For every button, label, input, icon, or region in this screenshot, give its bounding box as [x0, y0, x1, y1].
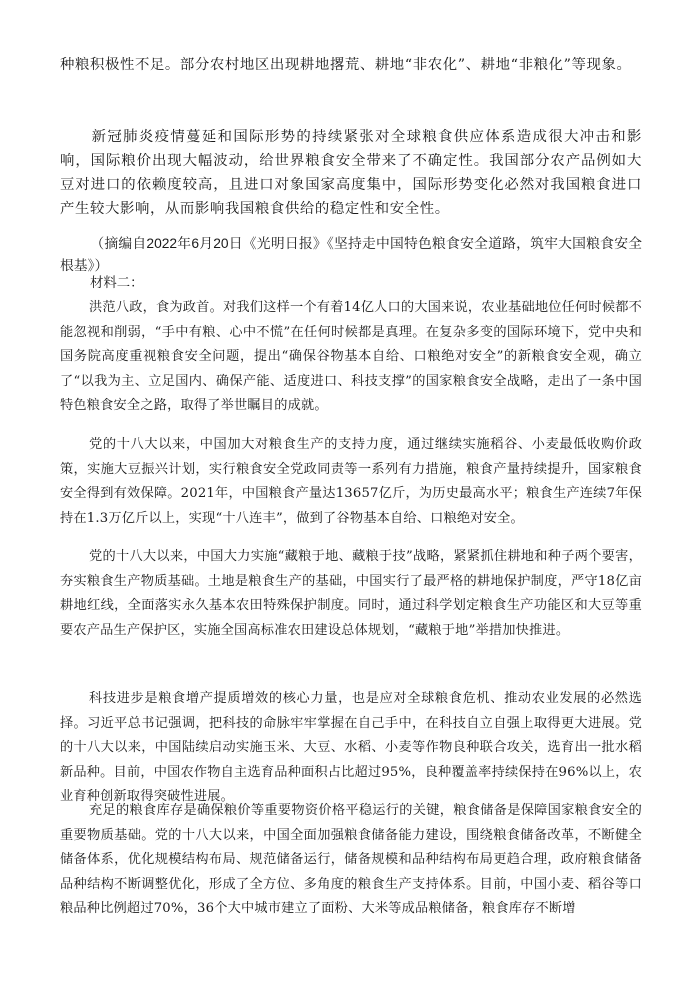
paragraph-1: 洪范八政，食为政首。对我们这样一个有着14亿人口的大国来说，农业基础地位任何时候都不能忽视和削弱，“手中有粮、心中不慌”在任何时候都是真理。在复杂多变的国际环境下，党中央和国务院高度重视粮食安全问题，提出“确保谷物基本自给、口粮绝对安全”的新粮食安全观，确立了“以我为主、立足国内、确保产能、适度进口、科技支撑”的国家粮食安全战略，走出了一条中国特色粮食安全之路，取得了举世瞩目的成就。 — [60, 300, 642, 413]
paragraph-5: 充足的粮食库存是确保粮价等重要物资价格平稳运行的关键，粮食储备是保障国家粮食安全的重要物质基础。党的十八大以来，中国全面加强粮食储备能力建设，围绕粮食储备改革，不断健全储备体系，优化规模结构布局、规范储备运行，储备规模和品种结构布局更趋合理，政府粮食储备品种结构不断调整优化，形成了全方位、多角度的粮食生产支持体系。目前，中国小麦、稻谷等口粮品种比例超过70%，36个大中城市建立了面粉、大米等成品粮储备，粮食库存不断增 — [60, 803, 642, 916]
paragraph-intro: 种粮积极性不足。部分农村地区出现耕地撂荒、耕地“非农化”、耕地“非粮化”等现象。 — [60, 57, 632, 73]
paragraph-3: 党的十八大以来，中国大力实施“藏粮于地、藏粮于技”战略，紧紧抓住耕地和种子两个要害，夯实粮食生产物质基础。土地是粮食生产的基础，中国实行了最严格的耕地保护制度，严守18亿亩耕地红线，全面落实永久基本农田特殊保护制度。同时，通过科学划定粮食生产功能区和大豆等重要农产品生产保护区，实施全国高标准农田建设总体规划，“藏粮于地”举措加快推进。 — [60, 549, 642, 638]
paragraph-4: 科技进步是粮食增产提质增效的核心力量，也是应对全球粮食危机、推动农业发展的必然选择。习近平总书记强调，把科技的命脉牢牢掌握在自己手中，在科技自立自强上取得更大进展。党的十八大以来，中国陆续启动实施玉米、大豆、水稻、小麦等作物良种联合攻关，选育出一批水稻新品种。目前，中国农作物自主选育品种面积占比超过95%，良种覆盖率持续保持在96%以上，农业育种创新取得突破性进展。 — [60, 691, 642, 804]
source-citation: （摘编自2022年6月20日《光明日报》《坚持走中国特色粮食安全道路，筑牢大国粮食安全根基》） — [60, 236, 642, 273]
material-heading: 材料二： — [90, 276, 144, 291]
paragraph-2: 党的十八大以来，中国加大对粮食生产的支持力度，通过继续实施稻谷、小麦最低收购价政策，实施大豆振兴计划，实行粮食安全党政同责等一系列有力措施，粮食产量持续提升，国家粮食安全得到有效保障。2021年，中国粮食产量达13657亿斤，为历史最高水平；粮食生产连续7年保持在1.3万亿斤以上，实现“十八连丰”，做到了谷物基本自给、口粮绝对安全。 — [60, 437, 642, 526]
paragraph-covid: 新冠肺炎疫情蔓延和国际形势的持续紧张对全球粮食供应体系造成很大冲击和影响，国际粮价出现大幅波动，给世界粮食安全带来了不确定性。我国部分农产品例如大豆对进口的依赖度较高，且进口对象国家高度集中，国际形势变化必然对我国粮食进口产生较大影响，从而影响我国粮食供给的稳定性和安全性。 — [60, 129, 642, 217]
